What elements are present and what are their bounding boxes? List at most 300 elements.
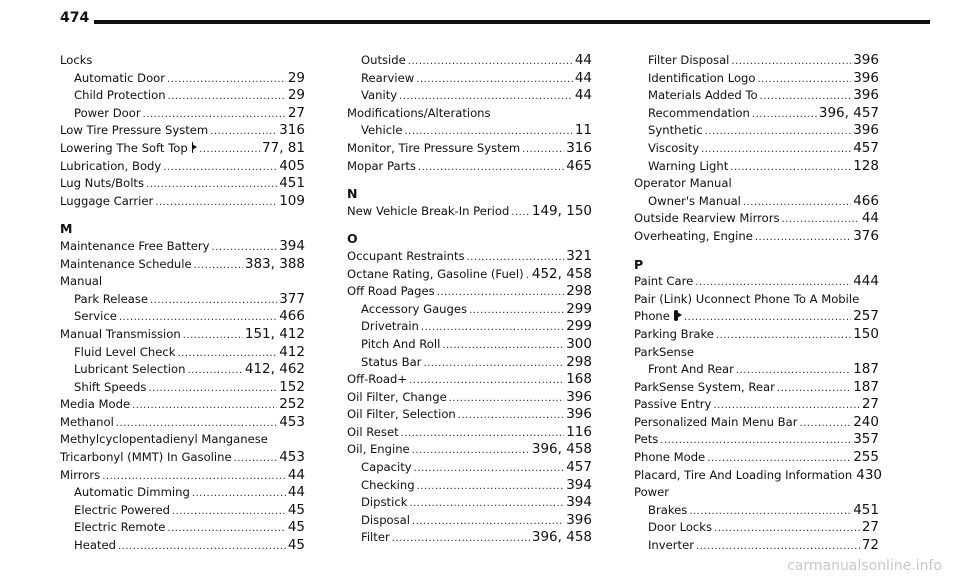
entry-label: Warning Light	[648, 158, 729, 173]
index-entry	[347, 371, 592, 389]
dot-leader	[526, 267, 530, 285]
dot-leader	[148, 380, 277, 398]
dot-leader	[522, 141, 564, 159]
entry-label: Filter Disposal	[648, 53, 730, 67]
index-column-3	[634, 52, 883, 555]
page-reference[interactable]: 396, 458	[531, 441, 592, 458]
index-subentry	[347, 301, 592, 319]
entry-label: Brakes	[648, 502, 688, 517]
index-entry: ParkSense	[634, 344, 695, 359]
entry-label: Checking	[361, 477, 415, 492]
section-letter: M	[60, 221, 73, 237]
page-reference[interactable]: 44	[574, 87, 592, 104]
entry-label: Oil Reset	[347, 424, 399, 439]
index-entry: Methylcyclopentadienyl Manganese	[60, 432, 268, 447]
entry-label: Drivetrain	[361, 319, 419, 334]
entry-label: Off-Road+	[347, 372, 408, 387]
dot-leader	[695, 274, 851, 292]
entry-label: Vanity	[361, 88, 398, 103]
page-reference[interactable]: 187	[853, 361, 879, 378]
page-reference[interactable]: 465	[566, 157, 592, 174]
entry-label: Manual Transmission	[60, 326, 181, 341]
index-subentry	[634, 193, 879, 211]
page-header	[48, 4, 918, 34]
index-entry	[347, 203, 592, 221]
index-entry	[347, 283, 592, 301]
entry-label: Low Tire Pressure System	[60, 123, 209, 138]
page-reference[interactable]: 396	[853, 52, 879, 68]
index-entry: Power	[634, 485, 670, 500]
index-entry	[634, 308, 879, 326]
page-reference[interactable]: 44	[287, 484, 305, 501]
page-reference[interactable]: 321	[566, 247, 592, 264]
page-number: 474	[60, 10, 90, 26]
page-reference[interactable]: 377	[279, 290, 305, 307]
index-subentry	[60, 70, 305, 88]
index-entry	[347, 424, 592, 442]
index-entry	[60, 175, 305, 193]
index-entry	[634, 210, 879, 228]
entry-label: Door Locks	[648, 520, 713, 535]
page-reference[interactable]: 357	[853, 431, 879, 448]
section-letter: N	[347, 186, 358, 202]
entry-label: Phone	[634, 309, 670, 324]
page-reference[interactable]: 27	[861, 519, 879, 536]
entry-label: Monitor, Tire Pressure System	[347, 140, 521, 155]
dot-leader	[116, 415, 277, 433]
page-reference[interactable]: 396	[853, 122, 879, 139]
index-subentry	[60, 484, 305, 502]
index-subentry	[60, 379, 305, 397]
dot-leader	[408, 53, 573, 71]
index-entry	[60, 193, 305, 211]
index-entry	[634, 414, 879, 432]
entry-label: Child Protection	[74, 88, 166, 103]
page-reference[interactable]: 412, 462	[244, 361, 305, 378]
dot-leader	[118, 538, 286, 556]
page-reference[interactable]: 452, 458	[531, 265, 592, 282]
dot-leader	[234, 450, 278, 468]
page-reference[interactable]: 394	[566, 476, 592, 493]
index-subentry	[60, 344, 305, 362]
dot-leader	[799, 415, 851, 433]
entry-label: New Vehicle Break-In Period	[347, 203, 510, 218]
index-entry	[60, 326, 305, 344]
entry-label: Inverter	[648, 538, 694, 553]
dot-leader	[730, 159, 851, 177]
index-entry: Pair (Link) Uconnect Phone To A Mobile	[634, 291, 860, 306]
entry-label: Capacity	[361, 460, 412, 475]
page-reference[interactable]: 405	[279, 157, 305, 174]
page-reference[interactable]: 116	[566, 423, 592, 440]
entry-label: Lubricant Selection	[74, 362, 186, 377]
dot-leader	[163, 159, 277, 177]
index-subentry	[60, 519, 305, 537]
page-reference[interactable]: 44	[574, 69, 592, 86]
dot-leader	[194, 257, 243, 275]
entry-label: Lug Nuts/Bolts	[60, 176, 145, 191]
section-letter: O	[347, 231, 358, 247]
camera-icon	[674, 310, 678, 321]
entry-label: Automatic Door	[74, 70, 166, 85]
entry-label: Electric Remote	[74, 520, 166, 535]
index-entry	[60, 238, 305, 256]
index-entry: Modifications/Alterations	[347, 105, 491, 120]
page-reference[interactable]: 457	[853, 139, 879, 156]
index-subentry	[347, 70, 592, 88]
page-reference[interactable]: 299	[566, 318, 592, 335]
page-reference[interactable]: 396	[853, 69, 879, 86]
page-reference[interactable]: 150	[853, 325, 879, 342]
index-subentry	[347, 512, 592, 530]
dot-leader	[707, 450, 851, 468]
page-reference[interactable]: 376	[853, 227, 879, 244]
page-reference[interactable]: 299	[566, 300, 592, 317]
page-reference[interactable]: 187	[853, 378, 879, 395]
dot-leader	[442, 337, 564, 355]
header-rule	[94, 20, 930, 24]
entry-label: Owner's Manual	[648, 193, 741, 208]
dot-leader	[449, 390, 564, 408]
dot-leader	[199, 141, 260, 159]
page-reference[interactable]: 29	[287, 87, 305, 104]
dot-leader	[713, 397, 859, 415]
page-reference[interactable]: 152	[279, 378, 305, 395]
dot-leader	[716, 327, 851, 345]
index-subentry	[60, 537, 305, 555]
index-entry	[634, 431, 879, 449]
index-entry	[60, 140, 305, 158]
entry-label: Automatic Dimming	[74, 485, 190, 500]
page-reference[interactable]: 396, 457	[818, 104, 879, 121]
entry-label: Placard, Tire And Loading Information	[634, 467, 853, 482]
index-subentry	[634, 361, 879, 379]
index-entry	[60, 449, 305, 467]
page-reference[interactable]: 45	[287, 501, 305, 518]
entry-label: Octane Rating, Gasoline (Fuel)	[347, 266, 524, 281]
entry-label: Media Mode	[60, 397, 131, 412]
page-reference[interactable]: 396	[566, 406, 592, 423]
watermark: carmanualsonline.info	[787, 558, 942, 574]
page-reference[interactable]: 11	[574, 122, 592, 139]
index-subentry	[634, 105, 879, 123]
entry-label: Maintenance Schedule	[60, 256, 192, 271]
index-entry	[634, 396, 879, 414]
dot-leader	[416, 71, 573, 89]
dot-leader	[755, 229, 851, 247]
entry-label: Pets	[634, 432, 659, 447]
page-reference[interactable]: 412	[279, 343, 305, 360]
page-reference[interactable]: 44	[861, 210, 879, 227]
index-subentry	[60, 308, 305, 326]
entry-label: Service	[74, 309, 117, 324]
index-entry	[634, 449, 879, 467]
index-entry	[347, 140, 592, 158]
entry-label: Oil, Engine	[347, 442, 410, 457]
page-reference[interactable]: 128	[853, 157, 879, 174]
index-subentry	[60, 361, 305, 379]
page-reference[interactable]: 45	[287, 519, 305, 536]
page-reference[interactable]: 257	[853, 308, 879, 325]
page-reference[interactable]: 27	[287, 104, 305, 121]
dot-leader	[660, 432, 851, 450]
index-subentry	[634, 537, 879, 555]
index-subentry	[347, 52, 592, 70]
dot-leader	[458, 407, 564, 425]
dot-leader	[782, 211, 860, 229]
entry-label: Heated	[74, 538, 116, 553]
index-subentry	[634, 70, 879, 88]
entry-label: Synthetic	[648, 123, 703, 138]
dot-leader	[684, 309, 851, 327]
page-reference[interactable]: 240	[853, 413, 879, 430]
page-reference[interactable]: 300	[566, 335, 592, 352]
dot-leader	[167, 71, 286, 89]
page-reference[interactable]: 396	[853, 87, 879, 104]
index-subentry	[347, 122, 592, 140]
dot-leader	[404, 123, 572, 141]
page-reference[interactable]: 168	[566, 371, 592, 388]
entry-label: Pitch And Roll	[361, 336, 441, 351]
index-entry	[347, 441, 592, 459]
dot-leader	[172, 503, 286, 521]
dot-leader	[155, 194, 277, 212]
dot-leader	[714, 520, 860, 538]
page-reference[interactable]: 44	[287, 466, 305, 483]
page-reference[interactable]: 27	[861, 396, 879, 413]
index-entry	[634, 379, 879, 397]
page-reference[interactable]: 252	[279, 396, 305, 413]
index-column-2	[347, 52, 592, 547]
entry-label: Mopar Parts	[347, 158, 416, 173]
page-reference[interactable]: 396	[566, 511, 592, 528]
dot-leader	[167, 520, 285, 538]
index-subentry	[60, 291, 305, 309]
page-reference[interactable]: 29	[287, 69, 305, 86]
index-entry	[347, 266, 592, 284]
index-subentry	[634, 158, 879, 176]
index-entry	[60, 396, 305, 414]
page-reference[interactable]: 444	[853, 273, 879, 290]
dot-leader	[392, 530, 530, 548]
dot-leader	[409, 495, 564, 513]
index-subentry	[347, 354, 592, 372]
entry-label: Accessory Gauges	[361, 301, 468, 316]
index-entry	[60, 158, 305, 176]
dot-leader	[187, 362, 242, 380]
index-entry: Manual	[60, 274, 103, 289]
entry-label: Electric Powered	[74, 502, 170, 517]
dot-leader	[758, 71, 852, 89]
dot-leader	[192, 485, 286, 503]
page-reference[interactable]: 77, 81	[262, 139, 305, 156]
dot-leader	[132, 397, 277, 415]
page-reference[interactable]: 316	[566, 139, 592, 156]
dot-leader	[409, 372, 564, 390]
entry-label: Vehicle	[361, 123, 403, 138]
entry-label: Shift Speeds	[74, 379, 147, 394]
page-reference[interactable]: 466	[853, 192, 879, 209]
entry-label: Filter	[361, 530, 390, 545]
page-reference[interactable]: 316	[279, 122, 305, 139]
entry-label: Power Door	[74, 105, 141, 120]
index-entry	[347, 158, 592, 176]
index-entry	[347, 389, 592, 407]
entry-label: Status Bar	[361, 354, 422, 369]
dot-leader	[183, 327, 243, 345]
entry-label: Identification Logo	[648, 70, 756, 85]
index-subentry	[634, 502, 879, 520]
page-reference[interactable]: 396	[566, 388, 592, 405]
page-reference[interactable]: 466	[279, 308, 305, 325]
dot-leader	[760, 88, 852, 106]
index-subentry	[347, 336, 592, 354]
page-reference[interactable]: 44	[574, 52, 592, 68]
dot-leader	[736, 362, 851, 380]
entry-label: Phone Mode	[634, 450, 706, 465]
index-subentry	[347, 477, 592, 495]
dot-leader	[168, 88, 286, 106]
index-subentry	[634, 519, 879, 537]
dot-leader	[752, 106, 817, 124]
page-reference[interactable]: 298	[566, 283, 592, 300]
dot-leader	[412, 513, 564, 531]
entry-label: Materials Added To	[648, 88, 758, 103]
index-subentry	[634, 122, 879, 140]
entry-label: Personalized Main Menu Bar	[634, 414, 798, 429]
entry-label: Oil Filter, Selection	[347, 407, 456, 422]
index-subentry	[634, 140, 879, 158]
page-reference[interactable]: 394	[279, 237, 305, 254]
index-entry	[60, 122, 305, 140]
entry-label: Lubrication, Body	[60, 158, 162, 173]
dot-leader	[412, 442, 530, 460]
page-reference[interactable]: 453	[279, 413, 305, 430]
index-entry	[60, 467, 305, 485]
index-entry: Locks	[60, 53, 93, 67]
entry-label: Methanol	[60, 414, 114, 429]
entry-label: Mirrors	[60, 467, 101, 482]
index-subentry	[634, 87, 879, 105]
index-subentry	[60, 87, 305, 105]
page-reference[interactable]: 298	[566, 353, 592, 370]
entry-label: Overheating, Engine	[634, 228, 753, 243]
index-subentry	[634, 52, 879, 70]
index-entry: Operator Manual	[634, 176, 732, 191]
dot-leader	[150, 292, 277, 310]
index-subentry	[347, 529, 592, 547]
index-subentry	[347, 87, 592, 105]
entry-label: Disposal	[361, 512, 411, 527]
dot-leader	[146, 176, 277, 194]
dot-leader	[119, 309, 277, 327]
entry-label: Tricarbonyl (MMT) In Gasoline	[60, 450, 232, 465]
dot-leader	[743, 194, 851, 212]
index-entry	[347, 248, 592, 266]
page-reference[interactable]: 109	[279, 192, 305, 209]
dot-leader	[399, 88, 573, 106]
entry-label: Outside	[361, 53, 406, 67]
entry-label: Lowering The Soft Top	[60, 140, 188, 155]
page-reference[interactable]: 149, 150	[531, 202, 592, 219]
page-reference[interactable]: 451	[279, 175, 305, 192]
dot-leader	[689, 503, 851, 521]
entry-label: Fluid Level Check	[74, 344, 176, 359]
camera-icon	[192, 142, 193, 153]
page-reference[interactable]: 451	[853, 501, 879, 518]
dot-leader	[777, 380, 851, 398]
index-subentry	[347, 494, 592, 512]
entry-label: Recommendation	[648, 105, 750, 120]
dot-leader	[423, 355, 564, 373]
index-subentry	[60, 502, 305, 520]
dot-leader	[102, 468, 286, 486]
index-entry	[60, 256, 305, 274]
page-reference[interactable]: 383, 388	[244, 255, 305, 272]
index-subentry	[60, 105, 305, 123]
index-entry	[634, 326, 879, 344]
dot-leader	[418, 159, 564, 177]
dot-leader	[212, 239, 278, 257]
entry-label: ParkSense System, Rear	[634, 379, 775, 394]
entry-label: Rearview	[361, 70, 415, 85]
page-reference[interactable]: 457	[566, 459, 592, 476]
entry-label: Passive Entry	[634, 397, 712, 412]
index-entry	[60, 414, 305, 432]
entry-label: Paint Care	[634, 274, 694, 289]
entry-label: Parking Brake	[634, 326, 714, 341]
page-reference[interactable]: 151, 412	[244, 325, 305, 342]
index-entry	[634, 466, 883, 485]
page-reference[interactable]: 430	[856, 466, 883, 483]
dot-leader	[401, 425, 565, 443]
index-column-1	[60, 52, 305, 555]
dot-leader	[177, 345, 277, 363]
page-reference[interactable]: 72	[861, 537, 879, 554]
entry-label: Viscosity	[648, 140, 700, 155]
dot-leader	[511, 204, 530, 222]
section-letter: P	[634, 256, 644, 272]
index-subentry	[347, 459, 592, 477]
dot-leader	[417, 478, 565, 496]
entry-label: Maintenance Free Battery	[60, 238, 210, 253]
dot-leader	[414, 460, 565, 478]
entry-label: Luggage Carrier	[60, 193, 154, 208]
dot-leader	[437, 284, 565, 302]
dot-leader	[705, 123, 851, 141]
entry-label: Oil Filter, Change	[347, 389, 447, 404]
entry-label: Park Release	[74, 291, 149, 306]
entry-label: Off Road Pages	[347, 284, 435, 299]
dot-leader	[731, 53, 851, 71]
page-reference[interactable]: 394	[566, 494, 592, 511]
page-reference[interactable]: 396, 458	[531, 529, 592, 546]
dot-leader	[421, 319, 564, 337]
entry-label: Dipstick	[361, 495, 408, 510]
index-entry	[634, 273, 879, 291]
entry-label: Occupant Restraints	[347, 248, 465, 263]
page-reference[interactable]: 255	[853, 449, 879, 466]
page-reference[interactable]: 45	[287, 537, 305, 554]
dot-leader	[696, 538, 860, 556]
index-entry	[634, 228, 879, 246]
entry-label: Front And Rear	[648, 362, 734, 377]
entry-label: Outside Rearview Mirrors	[634, 211, 780, 226]
page-reference[interactable]: 453	[279, 449, 305, 466]
index-subentry	[347, 318, 592, 336]
dot-leader	[210, 123, 277, 141]
dot-leader	[701, 141, 851, 159]
